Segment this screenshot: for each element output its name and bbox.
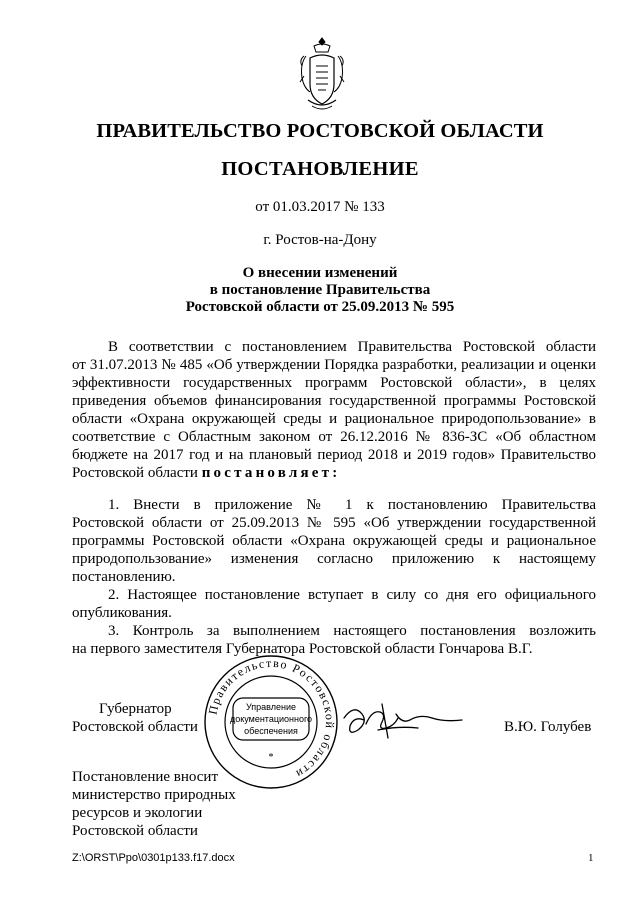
svg-text:документационного: документационного xyxy=(229,714,313,724)
note-line: министерство природных xyxy=(72,787,236,803)
preamble-line: приведения объемов финансирования государственной программы Ростовской xyxy=(72,393,596,409)
document-city: г. Ростов-на-Дону xyxy=(263,232,377,248)
signer-name: В.Ю. Голубев xyxy=(504,719,592,735)
preamble-line: соответствие с Областным законом от 26.12.2016 № 836-ЗС «Об областном xyxy=(72,429,596,445)
document-type: ПОСТАНОВЛЕНИЕ xyxy=(221,158,419,180)
item-1-line: 1. Внести в приложение № 1 к постановлению Правительства xyxy=(108,497,596,513)
document-date-number: от 01.03.2017 № 133 xyxy=(255,199,385,215)
preamble-last-line xyxy=(72,465,340,482)
subject-line: в постановление Правительства xyxy=(209,282,431,298)
item-1-line: постановлению. xyxy=(72,569,176,585)
preamble-line: бюджете на 2017 год и на плановый период 2018 и 2019 годов» Правительство xyxy=(72,447,596,463)
item-2-line: 2. Настоящее постановление вступает в силу со дня его официального xyxy=(108,587,596,603)
item-1-line: природопользование» изменения согласно приложению к настоящему xyxy=(72,551,596,567)
item-1-line: программы Ростовской области «Охрана окружающей среды и рациональное xyxy=(72,533,596,549)
svg-text:*: * xyxy=(268,752,274,763)
preamble-line: В соответствии с постановлением Правительства Ростовской области xyxy=(108,339,596,355)
item-3-line: на первого заместителя Губернатора Ростовской области Гончарова В.Г. xyxy=(72,641,533,657)
preamble-line: эффективности государственных программ Ростовской области», в целях xyxy=(72,375,596,391)
document-subject xyxy=(0,265,640,316)
svg-text:Правительство Ростовской облас: Правительство Ростовской области xyxy=(205,655,338,782)
handwritten-signature xyxy=(338,694,466,750)
submission-note xyxy=(72,768,236,840)
coat-of-arms-icon xyxy=(298,36,346,116)
note-line: Постановление вносит xyxy=(72,769,219,785)
signer-title-line1: Губернатор xyxy=(99,701,172,717)
subject-line: О внесении изменений xyxy=(242,265,398,281)
item-1-line: Ростовской области от 25.09.2013 № 595 «Об утверждении государственной xyxy=(72,515,596,531)
item-2-line: опубликования. xyxy=(72,605,172,621)
svg-text:обеспечения: обеспечения xyxy=(244,726,298,736)
decree-word: постановляет: xyxy=(201,465,341,481)
svg-text:Управление: Управление xyxy=(245,702,297,712)
file-path: Z:\ORST\Ppo\0301p133.f17.docx xyxy=(72,852,235,864)
preamble-line-prefix: Ростовской области xyxy=(72,465,202,481)
page-number: 1 xyxy=(588,852,594,864)
subject-line: Ростовской области от 25.09.2013 № 595 xyxy=(185,299,455,315)
preamble-line: области «Охрана окружающей среды и рациональное природопользование» в xyxy=(72,411,596,427)
item-3-line: 3. Контроль за выполнением настоящего постановления возложить xyxy=(108,623,596,639)
government-title: ПРАВИТЕЛЬСТВО РОСТОВСКОЙ ОБЛАСТИ xyxy=(96,120,544,142)
note-line: Ростовской области xyxy=(72,823,198,839)
preamble-line: от 31.07.2013 № 485 «Об утверждении Порядка разработки, реализации и оценки xyxy=(72,357,596,373)
note-line: ресурсов и экологии xyxy=(72,805,203,821)
signer-title-line2: Ростовской области xyxy=(72,719,198,735)
